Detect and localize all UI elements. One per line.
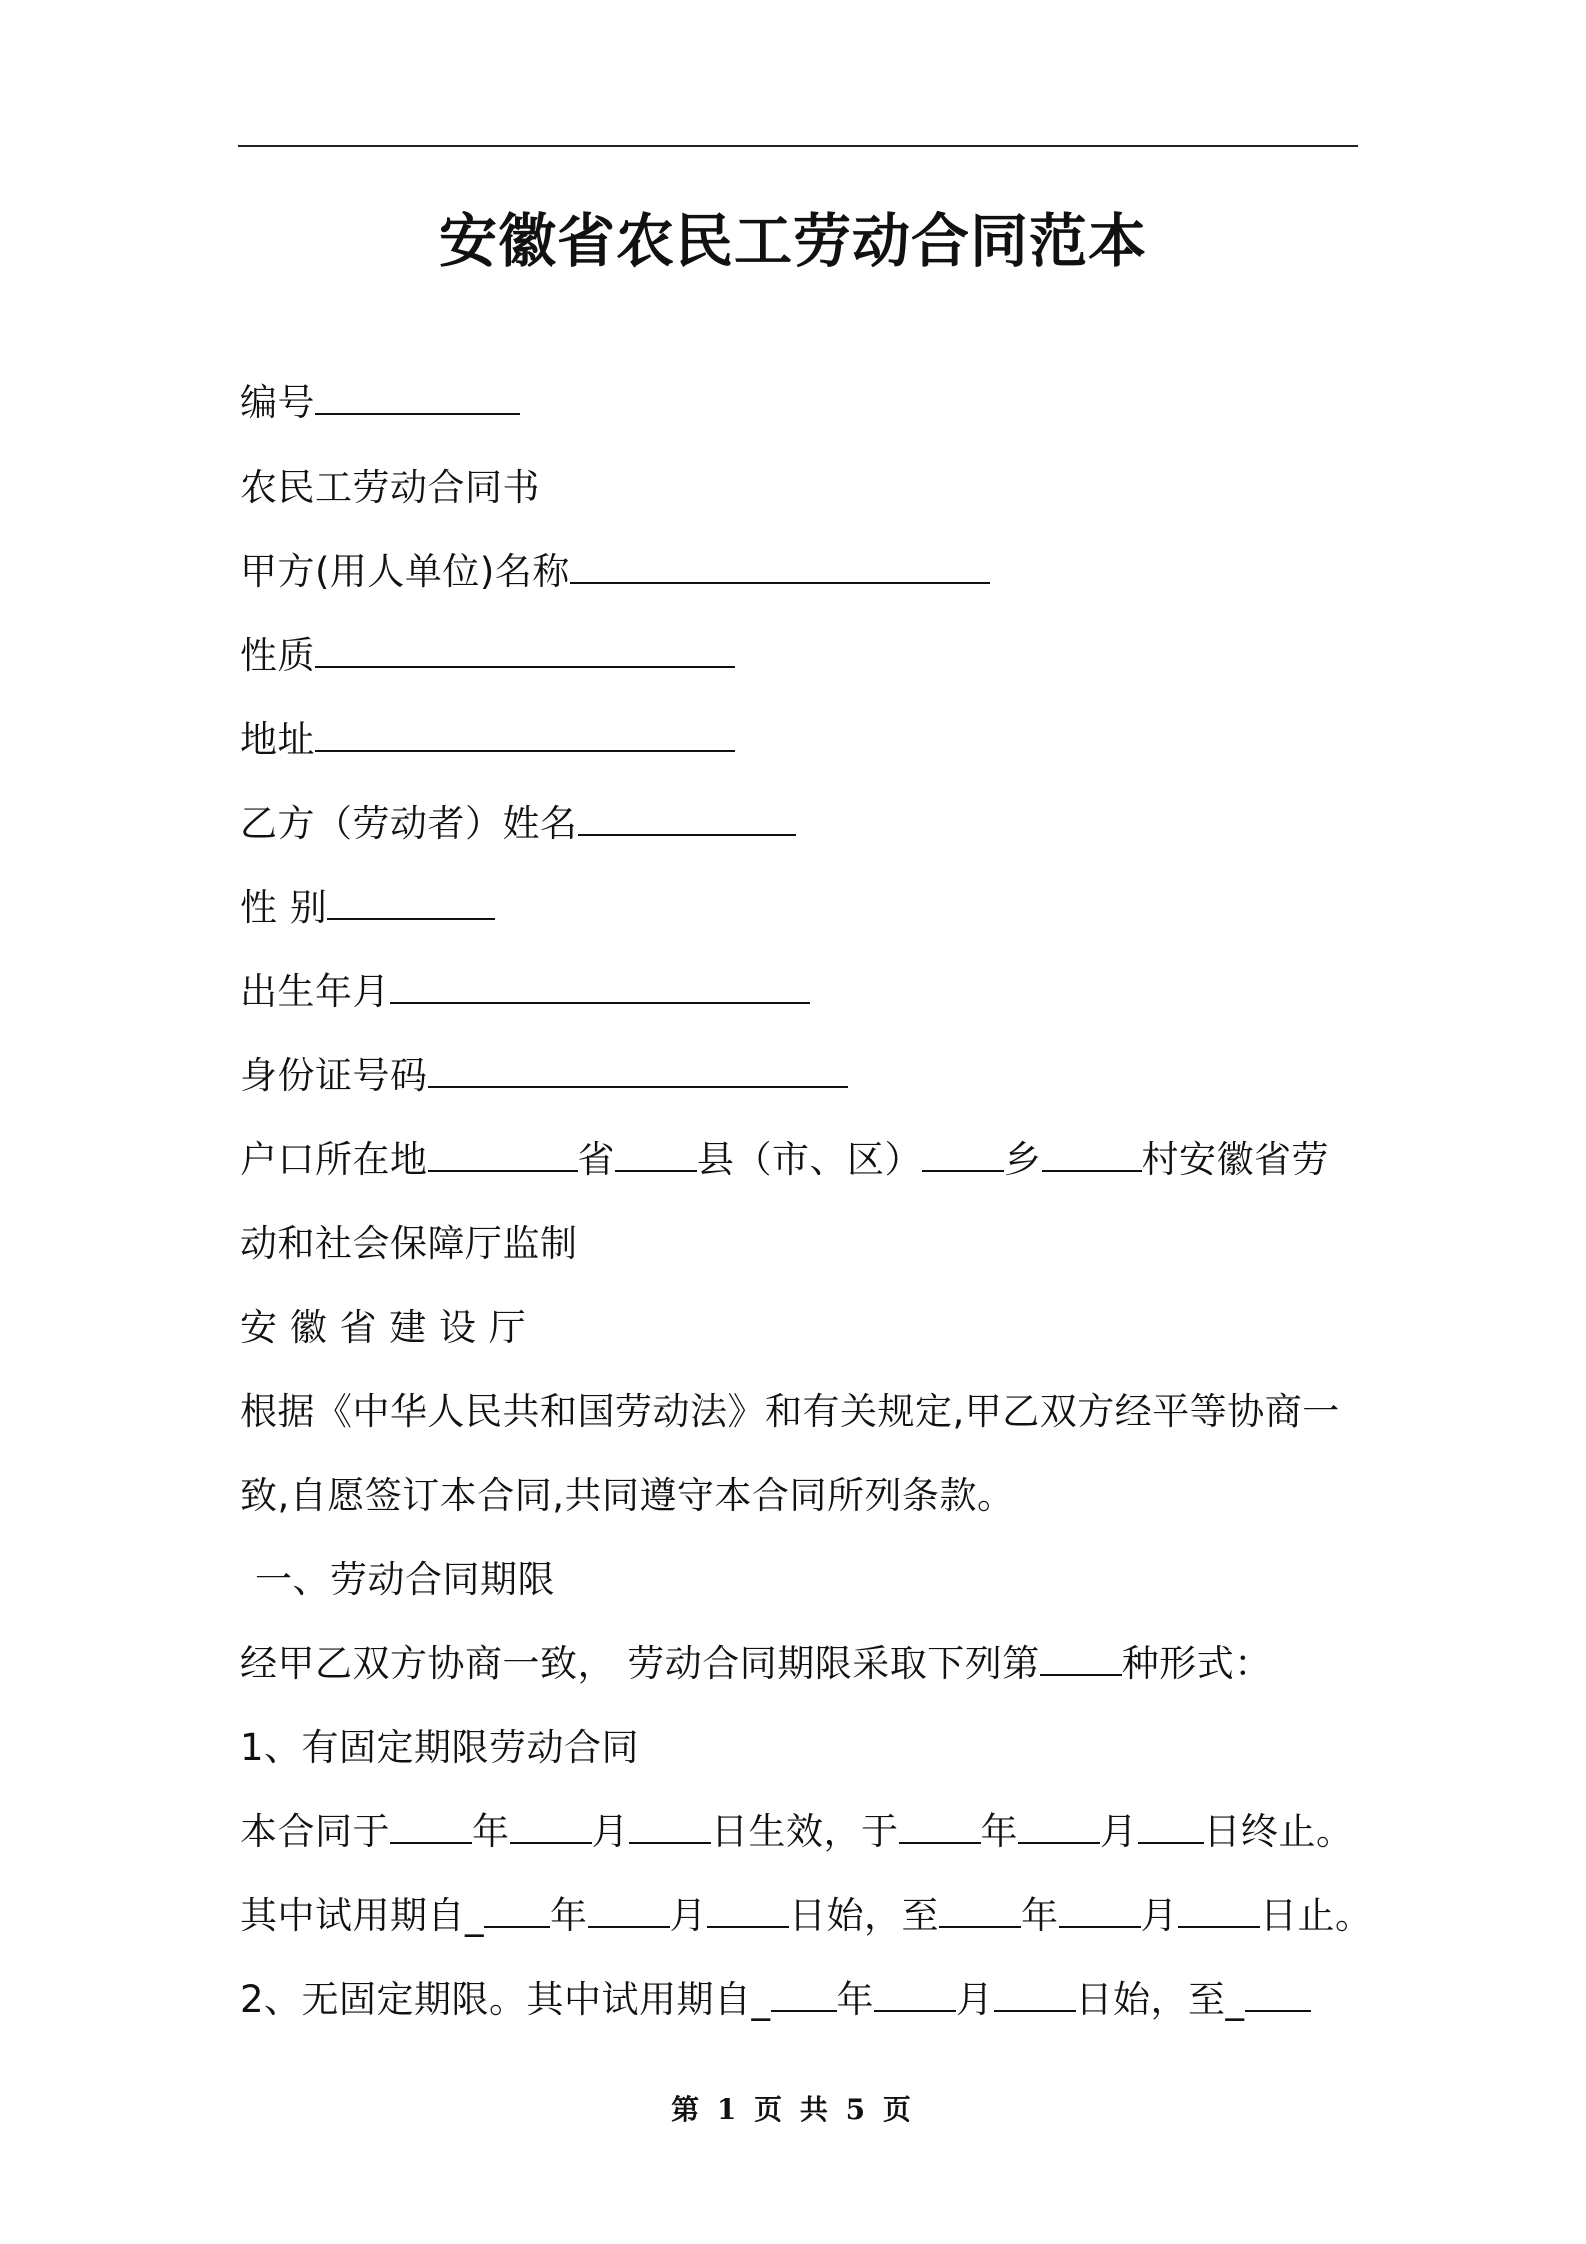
preamble-line-2	[240, 1468, 1015, 1524]
contract-book-line	[240, 460, 540, 516]
effective-prefix: 本合同于	[240, 1810, 390, 1853]
term-form-blank[interactable]	[1040, 1640, 1122, 1676]
id-label: 身份证号码	[240, 1054, 428, 1097]
section-1-heading	[255, 1552, 555, 1608]
gender-blank[interactable]	[327, 884, 495, 920]
address-label: 地址	[240, 718, 315, 761]
preamble-line-1	[240, 1384, 1340, 1440]
hukou-province-label: 省	[577, 1138, 615, 1181]
birth-field	[240, 964, 810, 1020]
preamble-text-1: 根据《中华人民共和国劳动法》和有关规定,甲乙双方经平等协商一	[240, 1390, 1340, 1433]
probation-1-line	[240, 1888, 1373, 1944]
id-blank[interactable]	[428, 1052, 848, 1088]
hukou-township-label: 乡	[1004, 1138, 1042, 1181]
birth-label: 出生年月	[240, 970, 390, 1013]
end-day-blank[interactable]	[1138, 1808, 1204, 1844]
nature-blank[interactable]	[315, 632, 735, 668]
document-title: 安徽省农民工劳动合同范本	[438, 207, 1147, 275]
term-form-line	[240, 1636, 1272, 1692]
option-1-heading-text: 1、有固定期限劳动合同	[240, 1726, 640, 1769]
option-1-heading	[240, 1720, 639, 1776]
nature-label: 性质	[240, 634, 315, 677]
hukou-village-blank[interactable]	[1042, 1136, 1142, 1172]
hukou-label: 户口所在地	[240, 1138, 428, 1181]
construction-dept-text: 安 徽 省 建 设 厅	[240, 1306, 527, 1349]
party-b-name-label: 乙方（劳动者）姓名	[240, 802, 578, 845]
probation-1-end-label: 日止。	[1260, 1894, 1373, 1937]
hukou-field	[240, 1132, 1329, 1188]
hukou-province-blank[interactable]	[428, 1136, 578, 1172]
preamble-text-2: 致,自愿签订本合同,共同遵守本合同所列条款。	[240, 1474, 1015, 1517]
contract-book-text: 农民工劳动合同书	[240, 466, 540, 509]
address-blank[interactable]	[315, 716, 735, 752]
party-a-name-label: 甲方(用人单位)名称	[240, 550, 570, 593]
option-2-end-blank[interactable]	[1245, 1976, 1311, 2012]
option-2-year-blank[interactable]	[771, 1976, 837, 2012]
effective-date-line	[240, 1804, 1354, 1860]
section-1-heading-text: 一、劳动合同期限	[255, 1558, 555, 1601]
party-a-name-blank[interactable]	[570, 548, 990, 584]
gender-label: 性 别	[240, 886, 328, 929]
effective-month-label: 月	[591, 1810, 629, 1853]
number-blank[interactable]	[315, 379, 520, 415]
supervisor-text: 动和社会保障厅监制	[240, 1222, 578, 1265]
effective-year-blank[interactable]	[390, 1808, 472, 1844]
probation-1-year-blank[interactable]	[484, 1892, 550, 1928]
probation-1-day-blank[interactable]	[707, 1892, 789, 1928]
end-month-blank[interactable]	[1018, 1808, 1100, 1844]
hukou-township-blank[interactable]	[922, 1136, 1004, 1172]
probation-1-end-month-label: 月	[1140, 1894, 1178, 1937]
option-2-month-blank[interactable]	[874, 1976, 956, 2012]
probation-1-end-day-blank[interactable]	[1178, 1892, 1260, 1928]
probation-1-month-label: 月	[669, 1894, 707, 1937]
address-field	[240, 712, 735, 768]
gender-field	[240, 880, 495, 936]
option-2-start-label: 日始，至_	[1075, 1978, 1245, 2021]
party-a-name-field	[240, 544, 990, 600]
party-b-name-field	[240, 796, 796, 852]
id-field	[240, 1048, 848, 1104]
effective-year-label: 年	[472, 1810, 510, 1853]
hukou-county-label: 县（市、区）	[697, 1138, 922, 1181]
term-form-suffix: 种形式：	[1121, 1642, 1272, 1685]
probation-1-year-label: 年	[550, 1894, 588, 1937]
effective-day-blank[interactable]	[629, 1808, 711, 1844]
end-month-label: 月	[1100, 1810, 1138, 1853]
end-day-label: 日终止。	[1203, 1810, 1354, 1853]
construction-dept-line	[240, 1300, 526, 1356]
effective-day-label: 日生效，于	[711, 1810, 899, 1853]
hukou-village-label: 村安徽省劳	[1141, 1138, 1329, 1181]
hukou-county-blank[interactable]	[615, 1136, 697, 1172]
page-footer: 第 1 页 共 5 页	[671, 2093, 915, 2126]
supervisor-line	[240, 1216, 578, 1272]
number-field	[240, 375, 520, 431]
nature-field	[240, 628, 735, 684]
option-2-year-label: 年	[836, 1978, 875, 2021]
probation-1-month-blank[interactable]	[588, 1892, 670, 1928]
end-year-blank[interactable]	[899, 1808, 981, 1844]
term-form-intro: 经甲乙双方协商一致， 劳动合同期限采取下列第	[240, 1642, 1040, 1685]
probation-1-end-year-label: 年	[1021, 1894, 1059, 1937]
end-year-label: 年	[980, 1810, 1018, 1853]
option-2-line	[240, 1972, 1311, 2028]
option-2-day-blank[interactable]	[994, 1976, 1076, 2012]
birth-blank[interactable]	[390, 968, 810, 1004]
probation-1-end-month-blank[interactable]	[1059, 1892, 1141, 1928]
effective-month-blank[interactable]	[510, 1808, 592, 1844]
probation-1-start-label: 日始，至	[789, 1894, 939, 1937]
number-label: 编号	[240, 381, 315, 424]
party-b-name-blank[interactable]	[578, 800, 796, 836]
probation-1-prefix: 其中试用期自_	[240, 1894, 484, 1937]
option-2-month-label: 月	[956, 1978, 994, 2021]
probation-1-end-year-blank[interactable]	[939, 1892, 1021, 1928]
header-rule	[238, 145, 1358, 147]
option-2-prefix: 2、无固定期限。其中试用期自_	[240, 1978, 771, 2021]
